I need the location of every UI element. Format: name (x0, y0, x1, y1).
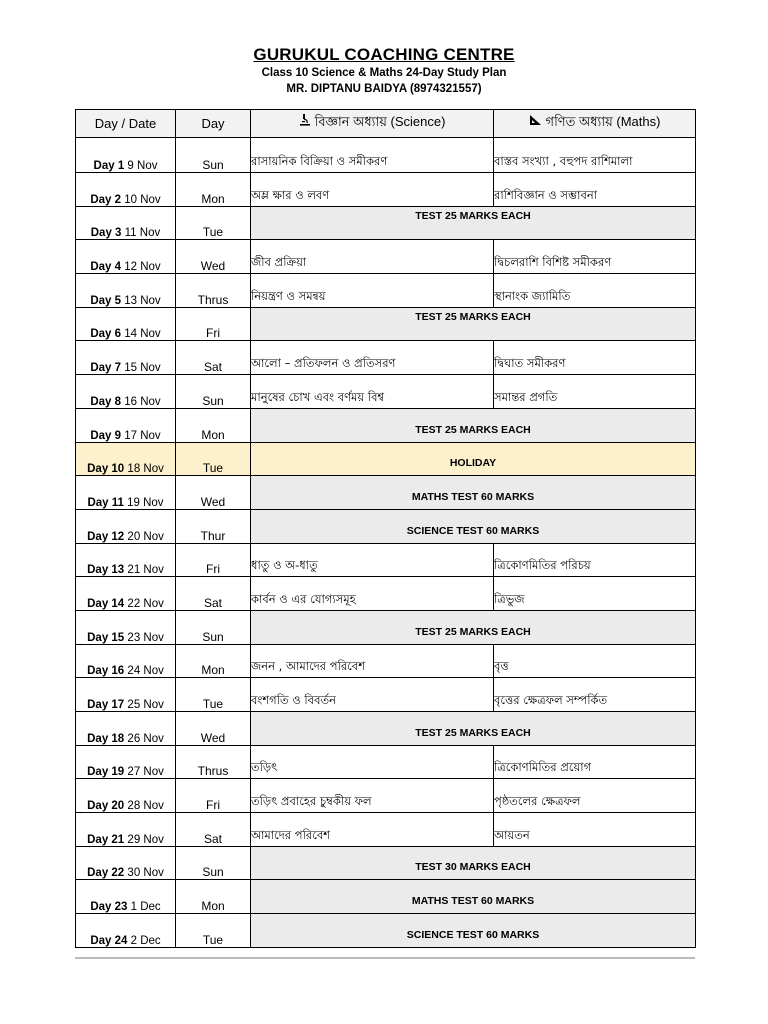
table-row (76, 745, 696, 779)
science-chapter-cell: জীব প্রক্রিয়া (251, 240, 494, 274)
weekday-cell: Fri (176, 307, 251, 341)
day-date-cell (76, 678, 176, 712)
science-chapter-cell: জনন , আমাদের পরিবেশ (251, 644, 494, 678)
day-number: Day 10 (87, 463, 125, 476)
day-number: Day 1 (93, 160, 125, 172)
calendar-date: 29 Nov (127, 833, 164, 846)
maths-chapter-cell: দ্বিচলরাশি বিশিষ্ট সমীকরণ (494, 240, 696, 274)
day-number: Day 12 (87, 530, 125, 543)
day-date-cell (76, 408, 176, 442)
day-number: Day 15 (87, 631, 125, 644)
header-day: Day (176, 110, 251, 138)
weekday-cell: Thrus (176, 274, 251, 308)
calendar-date: 9 Nov (127, 160, 158, 172)
header-science: বিজ্ঞান অধ্যায় (Science) (251, 110, 494, 138)
day-date-cell (76, 846, 176, 880)
test-note-cell: TEST 25 MARKS EACH (251, 610, 696, 644)
table-row (76, 880, 696, 914)
day-date-cell (76, 375, 176, 409)
science-chapter-cell: রাসায়নিক বিক্রিয়া ও সমীকরণ (251, 138, 494, 173)
maths-chapter-cell: বৃত্ত (494, 644, 696, 678)
day-number: Day 13 (87, 564, 125, 577)
weekday-cell: Mon (176, 408, 251, 442)
test-note-cell: SCIENCE TEST 60 MARKS (251, 509, 696, 543)
day-date-cell (76, 341, 176, 375)
maths-chapter-cell: ত্রিকোণমিতির প্রয়োগ (494, 745, 696, 779)
holiday-cell: HOLIDAY (251, 442, 696, 476)
maths-chapter-cell: বৃত্তের ক্ষেত্রফল সম্পর্কিত (494, 678, 696, 712)
day-number: Day 22 (87, 867, 125, 880)
day-number: Day 9 (90, 429, 122, 442)
calendar-date: 28 Nov (127, 800, 164, 813)
calendar-date: 19 Nov (127, 496, 164, 509)
day-date-cell (76, 914, 176, 948)
calendar-date: 17 Nov (124, 429, 161, 442)
weekday-cell: Sat (176, 577, 251, 611)
calendar-date: 27 Nov (127, 766, 164, 779)
day-number: Day 7 (90, 362, 122, 375)
day-number: Day 4 (90, 261, 122, 274)
weekday-cell: Tue (176, 206, 251, 240)
maths-chapter-cell: রাশিবিজ্ঞান ও সম্ভাবনা (494, 173, 696, 207)
weekday-cell: Sun (176, 846, 251, 880)
day-date-cell (76, 274, 176, 308)
test-note-cell: TEST 25 MARKS EACH (251, 408, 696, 442)
table-row (76, 914, 696, 948)
calendar-date: 20 Nov (127, 530, 164, 543)
microscope-icon (299, 113, 311, 129)
test-note-cell: MATHS TEST 60 MARKS (251, 880, 696, 914)
table-row (76, 712, 696, 746)
table-row (76, 442, 696, 476)
test-note-cell: MATHS TEST 60 MARKS (251, 476, 696, 510)
science-chapter-cell: নিয়ন্ত্রণ ও সমন্বয় (251, 274, 494, 308)
weekday-cell: Sun (176, 375, 251, 409)
day-date-cell (76, 779, 176, 813)
day-number: Day 20 (87, 800, 125, 813)
weekday-cell: Wed (176, 476, 251, 510)
calendar-date: 23 Nov (127, 631, 164, 644)
day-date-cell (76, 880, 176, 914)
day-number: Day 18 (87, 732, 125, 745)
weekday-cell: Wed (176, 240, 251, 274)
calendar-date: 16 Nov (124, 395, 161, 408)
teacher-contact: MR. DIPTANU BAIDYA (8974321557) (286, 83, 482, 95)
table-row (76, 509, 696, 543)
science-chapter-cell: আলো – প্রতিফলন ও প্রতিসরণ (251, 341, 494, 375)
day-date-cell (76, 577, 176, 611)
table-row (76, 375, 696, 409)
weekday-cell: Sat (176, 341, 251, 375)
day-date-cell (76, 442, 176, 476)
weekday-cell: Tue (176, 914, 251, 948)
test-note-cell: SCIENCE TEST 60 MARKS (251, 914, 696, 948)
science-chapter-cell: মানুষের চোখ এবং বর্ণময় বিশ্ব (251, 375, 494, 409)
calendar-date: 13 Nov (124, 294, 161, 307)
day-date-cell (76, 813, 176, 847)
weekday-cell: Mon (176, 644, 251, 678)
science-chapter-cell: আমাদের পরিবেশ (251, 813, 494, 847)
weekday-cell: Tue (176, 678, 251, 712)
science-chapter-cell: তড়িৎ প্রবাহের চুম্বকীয় ফল (251, 779, 494, 813)
science-chapter-cell: ধাতু ও অ-ধাতু (251, 543, 494, 577)
table-row (76, 678, 696, 712)
calendar-date: 21 Nov (127, 564, 164, 577)
weekday-cell: Sat (176, 813, 251, 847)
calendar-date: 11 Nov (124, 227, 161, 240)
day-date-cell (76, 543, 176, 577)
science-chapter-cell: কার্বন ও এর যোগ্যসমূহ (251, 577, 494, 611)
science-chapter-cell: তড়িৎ (251, 745, 494, 779)
maths-chapter-cell: স্থানাংক জ্যামিতি (494, 274, 696, 308)
calendar-date: 25 Nov (127, 699, 164, 711)
study-plan-table (75, 109, 696, 948)
table-row (76, 408, 696, 442)
calendar-date: 1 Dec (130, 901, 161, 914)
weekday-cell: Mon (176, 880, 251, 914)
plan-subtitle: Class 10 Science & Maths 24-Day Study Plan (261, 67, 507, 79)
maths-chapter-cell: পৃষ্ঠতলের ক্ষেত্রফল (494, 779, 696, 813)
day-number: Day 2 (90, 193, 122, 206)
table-row (76, 779, 696, 813)
calendar-date: 15 Nov (124, 362, 161, 375)
day-number: Day 8 (90, 395, 122, 408)
document-title: GURUKUL COACHING CENTRE (253, 45, 515, 64)
calendar-date: 2 Dec (130, 934, 161, 947)
day-number: Day 21 (87, 833, 125, 846)
maths-chapter-cell: বাস্তব সংখ্যা , বহুপদ রাশিমালা (494, 138, 696, 173)
test-note-cell: TEST 25 MARKS EACH (251, 712, 696, 746)
day-date-cell (76, 206, 176, 240)
header-day-date: Day / Date (76, 110, 176, 138)
weekday-cell: Sun (176, 138, 251, 173)
calendar-date: 26 Nov (127, 732, 164, 745)
table-body (76, 138, 696, 948)
table-row (76, 610, 696, 644)
weekday-cell: Sun (176, 610, 251, 644)
table-row (76, 577, 696, 611)
table-row (76, 307, 696, 341)
calendar-date: 10 Nov (124, 193, 161, 206)
table-row (76, 240, 696, 274)
day-number: Day 14 (87, 597, 125, 610)
day-number: Day 5 (90, 294, 122, 307)
maths-chapter-cell: আয়তন (494, 813, 696, 847)
calendar-date: 22 Nov (127, 597, 164, 610)
table-row (76, 644, 696, 678)
table-row (76, 173, 696, 207)
calendar-date: 24 Nov (127, 665, 164, 678)
calendar-date: 12 Nov (124, 261, 161, 274)
test-note-cell: TEST 25 MARKS EACH (251, 307, 696, 341)
header-maths: গণিত অধ্যায় (Maths) (494, 110, 696, 138)
day-number: Day 19 (87, 766, 125, 779)
table-row (76, 476, 696, 510)
table-row (76, 813, 696, 847)
day-date-cell (76, 138, 176, 173)
day-date-cell (76, 509, 176, 543)
table-row (76, 543, 696, 577)
weekday-cell: Tue (176, 442, 251, 476)
test-note-cell: TEST 30 MARKS EACH (251, 846, 696, 880)
weekday-cell: Fri (176, 779, 251, 813)
maths-chapter-cell: সমান্তর প্রগতি (494, 375, 696, 409)
science-chapter-cell: অম্ল ক্ষার ও লবণ (251, 173, 494, 207)
calendar-date: 30 Nov (127, 867, 164, 880)
science-chapter-cell: বংশগতি ও বিবর্তন (251, 678, 494, 712)
day-number: Day 16 (87, 665, 125, 678)
day-date-cell (76, 644, 176, 678)
day-date-cell (76, 476, 176, 510)
table-header-row (76, 110, 696, 138)
table-row (76, 138, 696, 173)
weekday-cell: Mon (176, 173, 251, 207)
calendar-date: 18 Nov (127, 463, 164, 476)
maths-chapter-cell: ত্রিভুজ (494, 577, 696, 611)
table-row (76, 341, 696, 375)
day-date-cell (76, 745, 176, 779)
day-date-cell (76, 240, 176, 274)
test-note-cell: TEST 25 MARKS EACH (251, 206, 696, 240)
day-number: Day 6 (90, 328, 122, 341)
day-number: Day 3 (90, 227, 122, 240)
table-row (76, 846, 696, 880)
weekday-cell: Thur (176, 509, 251, 543)
weekday-cell: Fri (176, 543, 251, 577)
day-date-cell (76, 173, 176, 207)
table-row (76, 206, 696, 240)
calendar-date: 14 Nov (124, 328, 161, 341)
table-row (76, 274, 696, 308)
maths-chapter-cell: দ্বিঘাত সমীকরণ (494, 341, 696, 375)
day-number: Day 11 (87, 496, 124, 509)
day-number: Day 23 (90, 901, 128, 914)
set-square-icon (529, 114, 542, 129)
day-number: Day 24 (90, 934, 128, 947)
weekday-cell: Wed (176, 712, 251, 746)
day-number: Day 17 (87, 699, 125, 711)
bottom-rule (75, 957, 695, 959)
day-date-cell (76, 610, 176, 644)
weekday-cell: Thrus (176, 745, 251, 779)
day-date-cell (76, 307, 176, 341)
maths-chapter-cell: ত্রিকোণমিতির পরিচয় (494, 543, 696, 577)
day-date-cell (76, 712, 176, 746)
